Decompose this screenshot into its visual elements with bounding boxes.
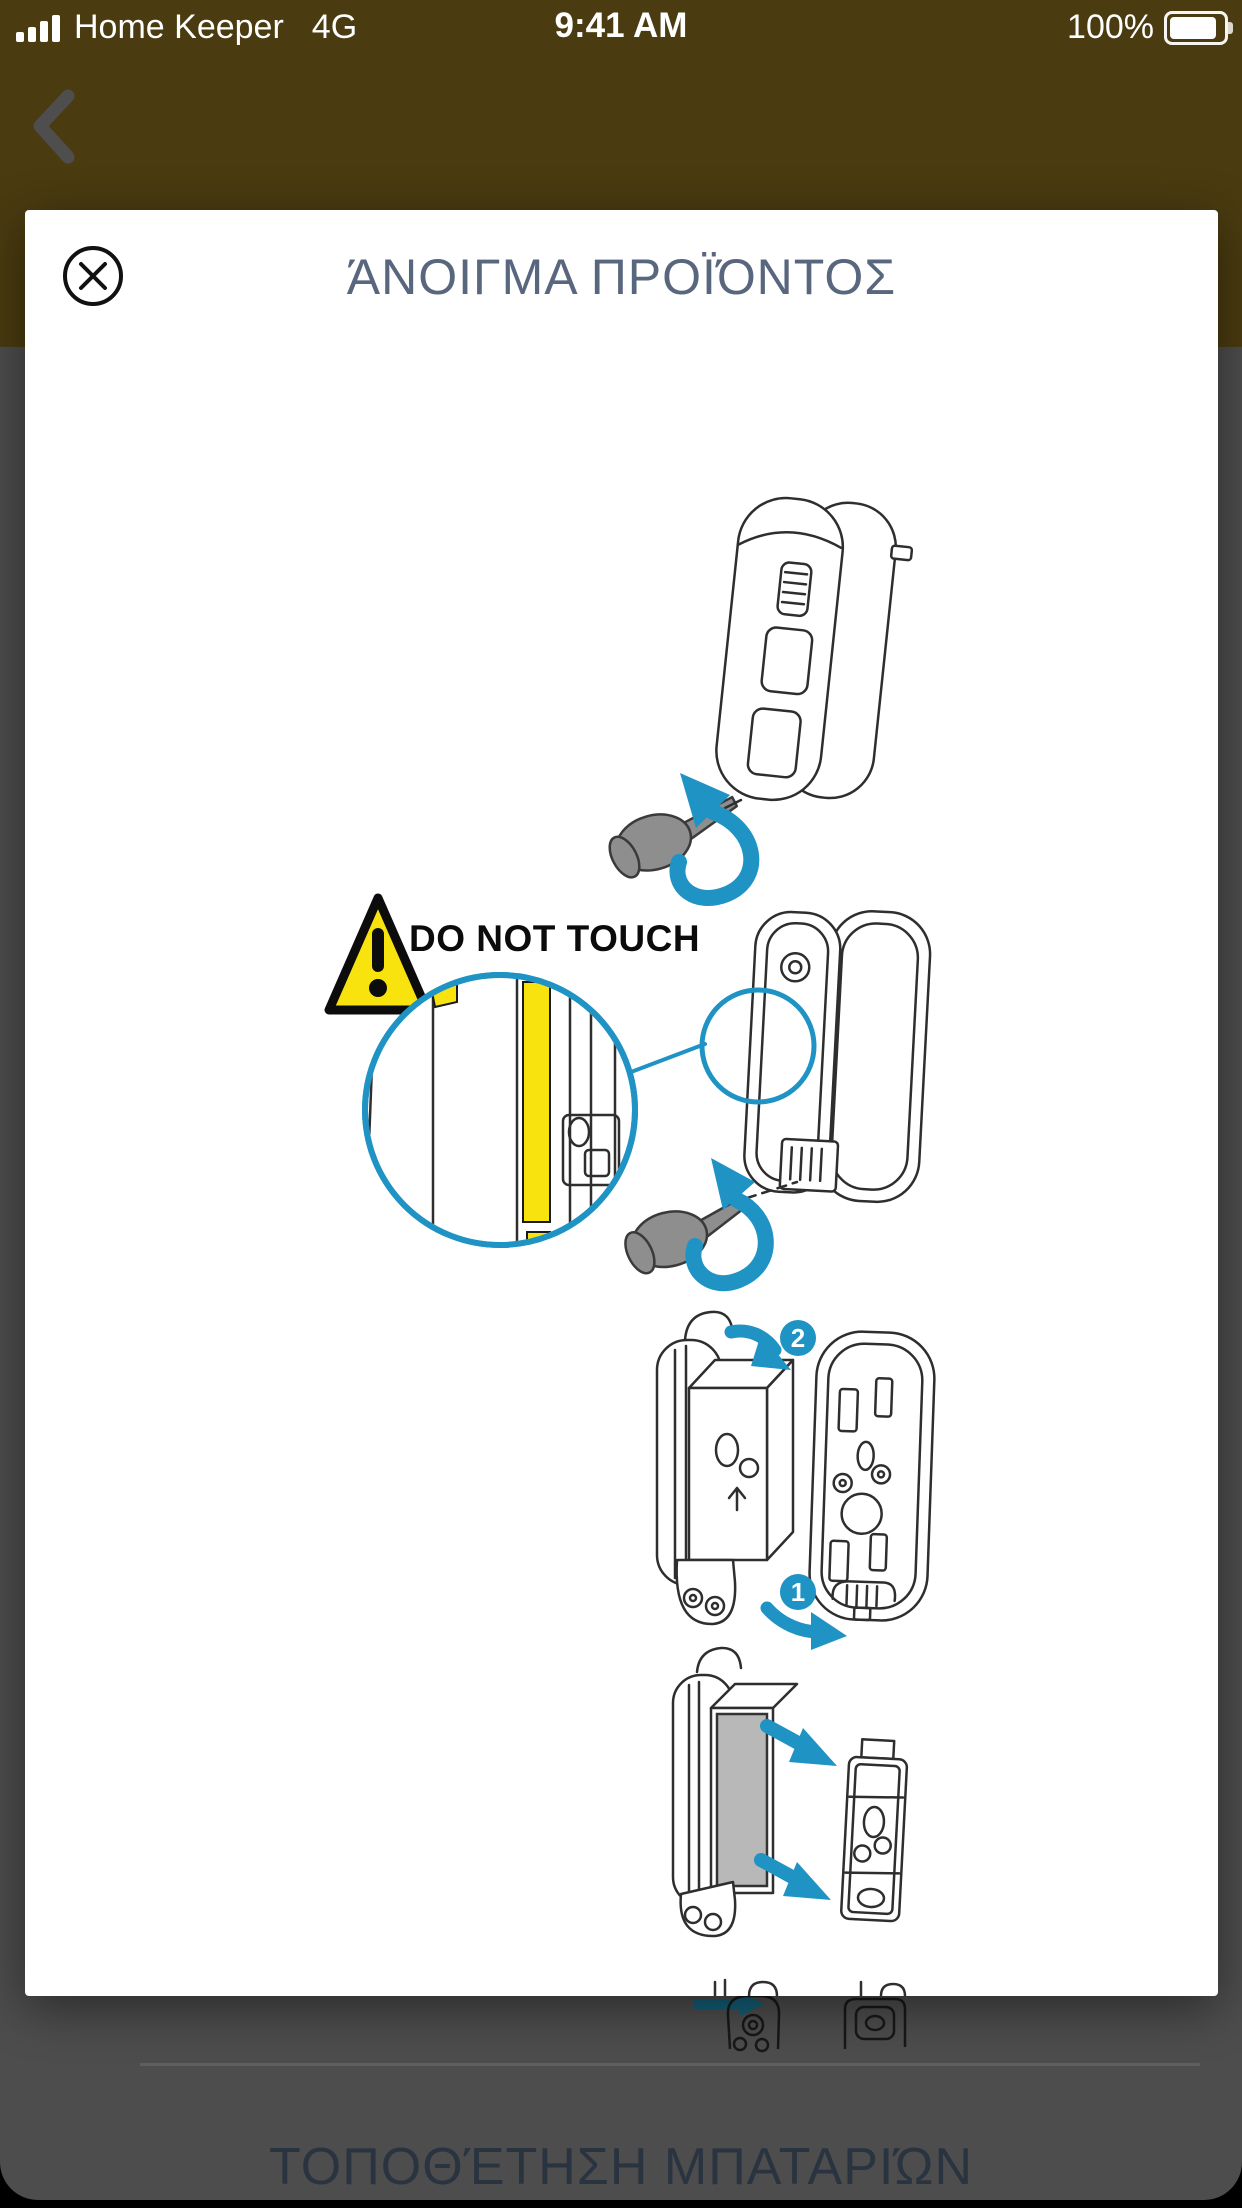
next-section-title: ΤΟΠΟΘΈΤΗΣΗ ΜΠΑΤΑΡΙΏΝ [268,2138,974,2196]
device-opened [742,905,932,1204]
product-opening-modal [25,210,1218,1996]
next-illustration-fragment [715,1980,905,1996]
clock: 9:41 AM [554,6,688,45]
status-right [1067,8,1228,47]
battery-holder [841,1739,908,1922]
chevron-left-icon [20,78,110,178]
status-bar [0,0,1242,56]
modal-title: ΆΝΟΙΓΜΑ ΠΡΟΪΌΝΤΟΣ [346,249,897,305]
front-assembly-with-battery [673,1648,797,1936]
instruction-illustrations [25,210,1218,1996]
illustration-step-1 [600,493,916,898]
remove-arrow-icon [767,1726,837,1766]
section-divider [140,2063,1200,2066]
step-badge-1: 1 [780,1574,816,1610]
magnifier-circle [365,962,635,1282]
do-not-touch-label: DO NOT TOUCH [409,918,701,959]
network-label: 4G [311,8,358,46]
back-button[interactable] [20,78,110,178]
step-badge-2: 2 [780,1320,816,1356]
battery-percent: 100% [1067,8,1154,46]
battery-icon [1164,11,1228,45]
carrier-label: Home Keeper [74,8,284,46]
back-plate-inside [808,1330,936,1622]
illustration-step-4 [673,1648,908,1936]
